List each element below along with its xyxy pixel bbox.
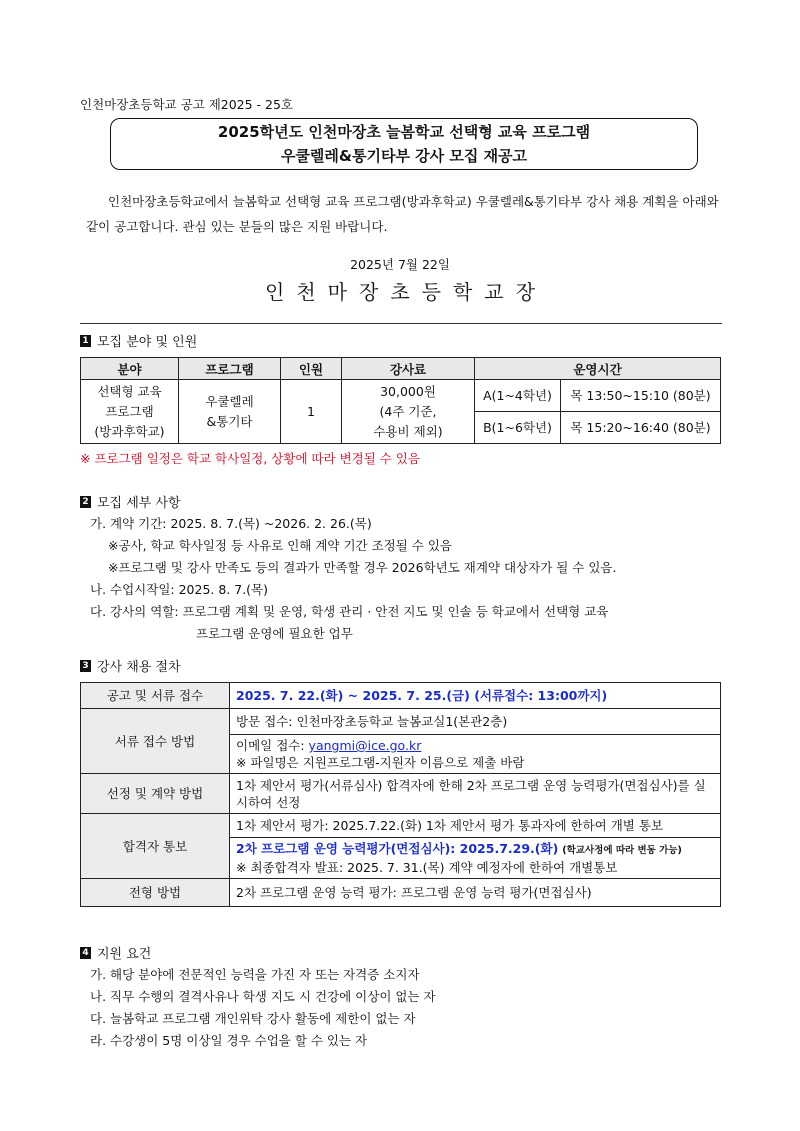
field-line-2: 프로그램 bbox=[105, 403, 154, 419]
table-row bbox=[81, 709, 721, 735]
row-val-selection: 1차 제안서 평가(서류심사) 합격자에 한해 2차 프로그램 운영 능력평가(면접심사)를 실시하여 선정 bbox=[230, 774, 721, 814]
program-line-2: &통기타 bbox=[206, 413, 253, 429]
fee-line-3: 수용비 제외) bbox=[373, 423, 443, 439]
row-val-second-eval bbox=[230, 838, 721, 879]
cell-program bbox=[179, 380, 281, 444]
cell-fee bbox=[342, 380, 475, 444]
intro-paragraph: 인천마장초등학교에서 늘봄학교 선택형 교육 프로그램(방과후학교) 우쿨렐레&통기타부 강사 채용 계획을 아래와 같이 공고합니다. 관심 있는 분들의 많은 지원 바랍니다. bbox=[86, 194, 719, 234]
title-line-2: 우쿨렐레&통기타부 강사 모집 재공고 bbox=[280, 147, 528, 165]
cell-field bbox=[81, 380, 179, 444]
notice-date: 2025년 7월 22일 bbox=[350, 257, 450, 272]
instructor-role-cont: 프로그램 운영에 필요한 업무 bbox=[196, 626, 353, 641]
row-head-submission: 서류 접수 방법 bbox=[81, 709, 230, 774]
row-head-method: 전형 방법 bbox=[81, 879, 230, 907]
email-line bbox=[236, 737, 714, 754]
email-note: ※ 파일명은 지원프로그램-지원자 이름으로 제출 바람 bbox=[236, 755, 525, 770]
recruitment-table bbox=[80, 357, 721, 444]
field-line-3: (방과후학교) bbox=[94, 423, 165, 439]
section-2-number: 2 bbox=[80, 496, 91, 508]
title-line-1: 2025학년도 인천마장초 늘봄학교 선택형 교육 프로그램 bbox=[217, 123, 591, 141]
email-link[interactable]: yangmi@ice.go.kr bbox=[308, 738, 422, 753]
cell-count: 1 bbox=[281, 380, 342, 444]
principal-name: 인천마장초등학교장 bbox=[265, 280, 547, 304]
row-head-announcement: 공고 및 서류 접수 bbox=[81, 683, 230, 709]
cell-time-a: 목 13:50~15:10 (80분) bbox=[561, 380, 721, 412]
section-4-number: 4 bbox=[80, 947, 91, 959]
row-head-selection: 선정 및 계약 방법 bbox=[81, 774, 230, 814]
row-val-announcement: 2025. 7. 22.(화) ~ 2025. 7. 25.(금) (서류접수: 13:00까지) bbox=[230, 683, 721, 709]
instructor-role: 다. 강사의 역할: 프로그램 계획 및 운영, 학생 관리 · 안전 지도 및 인솔 등 학교에서 선택형 교육 bbox=[90, 604, 609, 619]
notice-number: 인천마장초등학교 공고 제2025 - 25호 bbox=[80, 97, 294, 112]
field-line-1: 선택형 교육 bbox=[97, 383, 162, 399]
contract-note-1: ※공사, 학교 학사일정 등 사유로 인해 계약 기간 조정될 수 있음 bbox=[108, 538, 452, 553]
section-4-title: 지원 요건 bbox=[97, 947, 152, 962]
cell-group-a: A(1~4학년) bbox=[475, 380, 561, 412]
section-1-title: 모집 분야 및 인원 bbox=[97, 335, 198, 350]
col-field: 분야 bbox=[81, 358, 179, 380]
row-val-visit: 방문 접수: 인천마장초등학교 늘봄교실1(본관2층) bbox=[230, 709, 721, 735]
col-time: 운영시간 bbox=[475, 358, 721, 380]
title-box bbox=[110, 118, 698, 170]
fee-line-2: (4주 기준, bbox=[379, 403, 437, 419]
second-eval-note: (학교사정에 따라 변동 가능) bbox=[562, 845, 682, 856]
table-header-row bbox=[81, 358, 721, 380]
section-1-heading bbox=[80, 331, 197, 350]
requirement-4: 라. 수강생이 5명 이상일 경우 수업을 할 수 있는 자 bbox=[90, 1033, 368, 1048]
hiring-procedure-table bbox=[80, 682, 721, 907]
section-3-heading bbox=[80, 656, 181, 675]
col-count: 인원 bbox=[281, 358, 342, 380]
cell-time-b: 목 15:20~16:40 (80분) bbox=[561, 412, 721, 444]
second-eval-date: 2차 프로그램 운영 능력평가(면접심사): 2025.7.29.(화) bbox=[236, 841, 559, 856]
col-program: 프로그램 bbox=[179, 358, 281, 380]
section-3-number: 3 bbox=[80, 660, 91, 672]
cell-group-b: B(1~6학년) bbox=[475, 412, 561, 444]
section-4-heading bbox=[80, 943, 151, 962]
email-label: 이메일 접수: bbox=[236, 738, 309, 753]
table-row bbox=[81, 774, 721, 814]
section-3-title: 강사 채용 절차 bbox=[97, 660, 181, 675]
fee-line-1: 30,000원 bbox=[380, 383, 436, 399]
requirement-3: 다. 늘봄학교 프로그램 개인위탁 강사 활동에 제한이 없는 자 bbox=[90, 1011, 416, 1026]
table-row bbox=[81, 879, 721, 907]
contract-period: 가. 계약 기간: 2025. 8. 7.(목) ~2026. 2. 26.(목) bbox=[90, 516, 372, 531]
section-2-heading bbox=[80, 492, 181, 511]
section-2-title: 모집 세부 사항 bbox=[97, 496, 181, 511]
table-row bbox=[81, 380, 721, 412]
row-val-method: 2차 프로그램 운영 능력 평가: 프로그램 운영 능력 평가(면접심사) bbox=[230, 879, 721, 907]
final-announcement: ※ 최종합격자 발표: 2025. 7. 31.(목) 계약 예정자에 한하여 개별통보 bbox=[236, 860, 618, 875]
requirement-1: 가. 해당 분야에 전문적인 능력을 가진 자 또는 자격증 소지자 bbox=[90, 967, 420, 982]
requirement-2: 나. 직무 수행의 결격사유나 학생 지도 시 건강에 이상이 없는 자 bbox=[90, 989, 436, 1004]
col-fee: 강사료 bbox=[342, 358, 475, 380]
section-1-number: 1 bbox=[80, 335, 91, 347]
contract-note-2: ※프로그램 및 강사 만족도 등의 결과가 만족할 경우 2026학년도 재계약 대상자가 될 수 있음. bbox=[108, 560, 617, 575]
table-row bbox=[81, 814, 721, 838]
row-val-first-eval: 1차 제안서 평가: 2025.7.22.(화) 1차 제안서 평가 통과자에 한하여 개별 통보 bbox=[230, 814, 721, 838]
table-row bbox=[81, 683, 721, 709]
divider bbox=[80, 323, 722, 324]
second-eval-line bbox=[236, 840, 714, 859]
schedule-note: ※ 프로그램 일정은 학교 학사일정, 상황에 따라 변경될 수 있음 bbox=[80, 451, 421, 466]
program-line-1: 우쿨렐레 bbox=[205, 393, 254, 409]
row-head-notification: 합격자 통보 bbox=[81, 814, 230, 879]
row-val-email bbox=[230, 735, 721, 774]
class-start-date: 나. 수업시작일: 2025. 8. 7.(목) bbox=[90, 582, 268, 597]
